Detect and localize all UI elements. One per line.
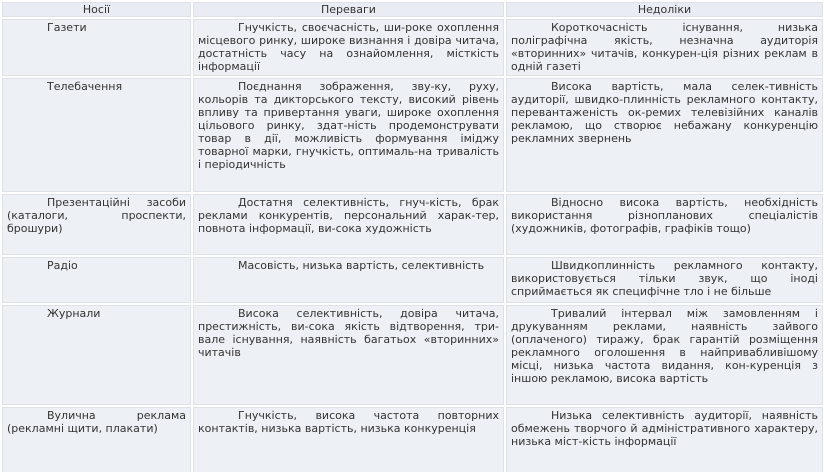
table-row [2,407,823,472]
medium-cell: Журнали [2,305,191,405]
header-row [2,2,823,17]
disadvantages-cell: Відносно висока вартість, необхідність використання різнопланових спеціалістів (художників, фотографів, графіків тощо) [506,194,823,255]
advantages-cell: Гнучкість, висока частота повторних контактів, низька вартість, низька конкуренція [193,407,504,472]
disadvantages-cell: Низька селективність аудиторії, наявність обмежень творчого й адміністративного характеру, низька міст-кість інформації [506,407,823,472]
medium-cell: Телебачення [2,78,191,192]
advantages-cell: Гнучкість, своєчасність, ши-роке охоплення місцевого ринку, широке визнання і довіра читача, достатність часу на ознайомлення, місткість інформації [193,19,504,76]
table-row [2,78,823,192]
advantages-cell: Масовість, низька вартість, селективність [193,257,504,303]
advantages-cell: Поєднання зображення, зву-ку, руху, кольорів та дикторського тексту, високий рівень впливу та привертання уваги, широке охоплення цільового ринку, здат-ність продемонструвати товар в дії, можливість формування іміджу товарної марки, гнучкість, оптималь-на тривалість і періодичність [193,78,504,192]
table-row [2,194,823,255]
disadvantages-cell: Тривалий інтервал між замовленням і друкуванням реклами, наявність зайвого (оплаченого) тиражу, брак гарантій розміщення рекламного оголошення в найпривабливішому місці, низька частота видання, кон-куренція з іншою рекламою, висока вартість [506,305,823,405]
medium-cell: Газети [2,19,191,76]
table-row [2,257,823,303]
table-row [2,305,823,405]
medium-cell: Радіо [2,257,191,303]
medium-cell: Презентаційні засоби (каталоги, проспекти, брошури) [2,194,191,255]
advantages-cell: Достатня селективність, гнуч-кість, брак реклами конкурентів, персональний харак-тер, повнота інформації, ви-сока художність [193,194,504,255]
table-row [2,19,823,76]
column-header-advantages: Переваги [193,2,504,17]
medium-cell: Вулична реклама (рекламні щити, плакати) [2,407,191,472]
column-header-disadvantages: Недоліки [506,2,823,17]
disadvantages-cell: Швидкоплинність рекламного контакту, використовується тільки звук, що іноді сприймається як специфічне тло і не більше [506,257,823,303]
disadvantages-cell: Висока вартість, мала селек-тивність аудиторії, швидко-плинність рекламного контакту, перевантаженість ок-ремих телевізійних каналів рекламою, що створює небажану конкуренцію рекламних звернень [506,78,823,192]
disadvantages-cell: Короткочасність існування, низька поліграфічна якість, незначна аудиторія «вторинних» читачів, конкурен-ція різних реклам в одній газеті [506,19,823,76]
column-header-medium: Носії [2,2,191,17]
advantages-cell: Висока селективність, довіра читача, престижність, ви-сока якість відтворення, три-вале існування, наявність багатьох «вторинних» читачів [193,305,504,405]
